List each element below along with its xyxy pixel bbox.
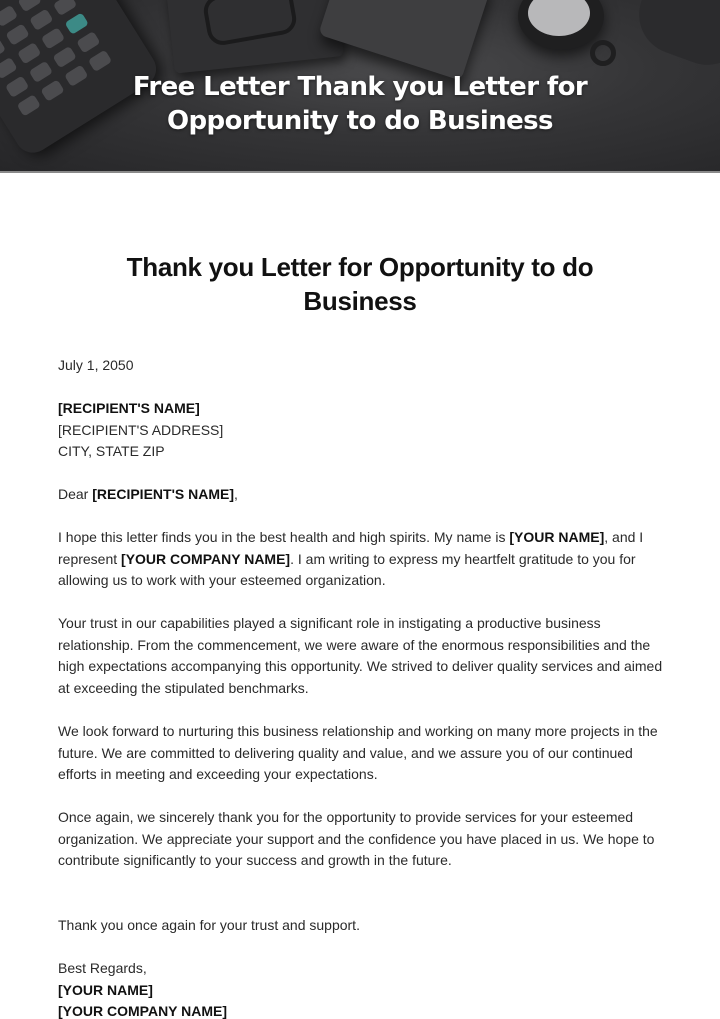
salutation [58, 484, 668, 506]
banner-title [0, 70, 720, 138]
salutation-suffix: , [234, 486, 238, 502]
signature-block [58, 958, 668, 1019]
coffee-cup-image [518, 0, 604, 50]
paragraph-future: We look forward to nurturing this business relationship and working on many more projects in the future. We are committed to delivering quality and value, and we assure you of our continued efforts in meeting and exceeding your expectations. [58, 723, 658, 782]
paragraph-closing-thanks: Thank you once again for your trust and support. [58, 917, 360, 933]
document-title-line2: Business [303, 286, 417, 316]
recipient-name: [RECIPIENT'S NAME] [58, 400, 200, 416]
salutation-prefix: Dear [58, 486, 93, 502]
signature-name: [YOUR NAME] [58, 981, 153, 998]
document-title [0, 250, 720, 318]
planner-image [318, 0, 492, 81]
paragraph-intro-text1: I hope this letter finds you in the best health and high spirits. My name is [58, 529, 510, 545]
banner-title-line2: Opportunity to do Business [167, 106, 553, 136]
cup-handle-image [590, 40, 616, 66]
banner-title-line1: Free Letter Thank you Letter for [132, 72, 588, 102]
sender-name-placeholder: [YOUR NAME] [509, 529, 605, 545]
salutation-name: [RECIPIENT'S NAME] [92, 486, 235, 502]
company-name-placeholder: [YOUR COMPANY NAME] [121, 550, 291, 567]
closing-phrase: Best Regards, [58, 960, 147, 976]
recipient-address: [RECIPIENT'S ADDRESS] [58, 421, 224, 438]
paragraph-intro-text3: . I am writing to express my heartfelt gratitude to you for allowing us to work with your esteemed organization. [58, 550, 636, 588]
paragraph-intro-text2: , and I represent [58, 529, 644, 567]
document-title-line1: Thank you Letter for Opportunity to do [126, 252, 594, 282]
letter-date: July 1, 2050 [58, 357, 134, 373]
paragraph-thanks: Once again, we sincerely thank you for the opportunity to provide services for your esteemed organization. We appreciate your support and the confidence you have placed in us. We hope to contribute significantly to your success and growth in the future. [58, 809, 655, 868]
paragraph-intro [58, 527, 668, 592]
recipient-city-state-zip: CITY, STATE ZIP [58, 443, 165, 459]
recipient-block [58, 398, 668, 463]
signature-company: [YOUR COMPANY NAME] [58, 1003, 228, 1019]
paragraph-trust: Your trust in our capabilities played a significant role in instigating a productive business relationship. From the commencement, we were aware of the enormous responsibilities and the high expectations accompanying this opportunity. We strived to deliver quality services and aimed at exceeding the stipulated benchmarks. [58, 615, 663, 696]
mouse-image [628, 0, 720, 76]
header-banner [0, 0, 720, 173]
